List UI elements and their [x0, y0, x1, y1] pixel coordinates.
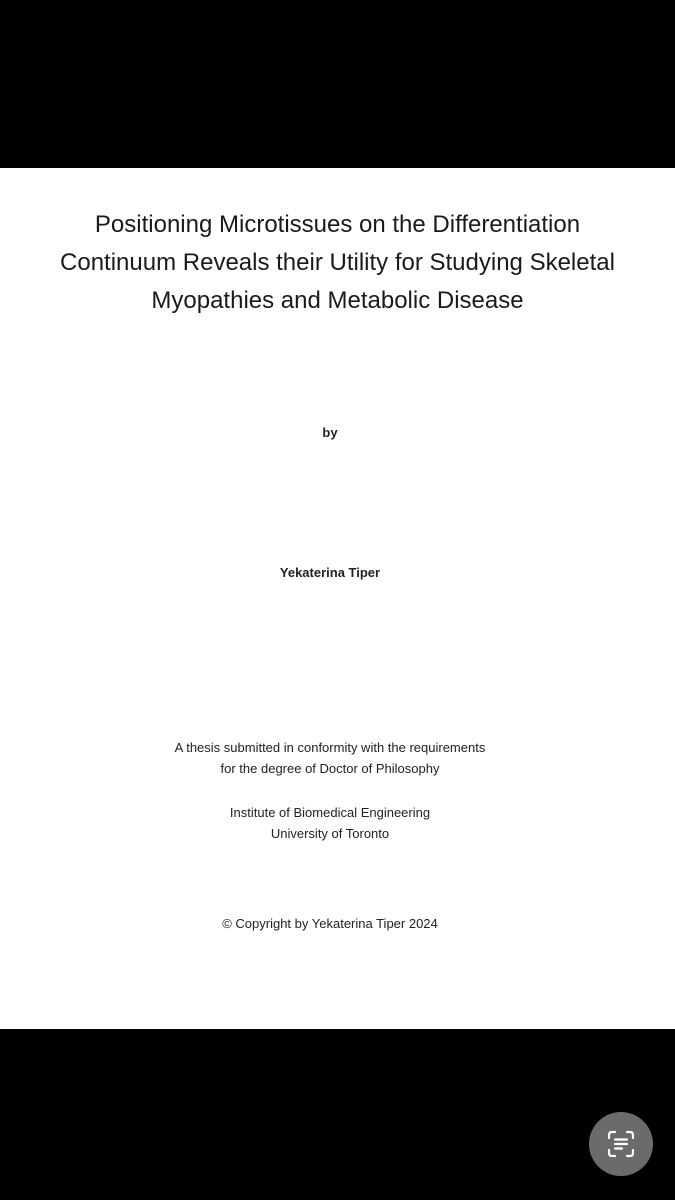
author-name: Yekaterina Tiper — [279, 565, 381, 580]
text-scan-icon — [606, 1129, 636, 1159]
title-line: Positioning Microtissues on the Differentiation — [94, 211, 581, 238]
institution-line: Institute of Biomedical Engineering — [229, 805, 431, 820]
thesis-title — [0, 206, 675, 320]
thesis-statement — [0, 737, 660, 779]
scan-text-button[interactable] — [589, 1112, 653, 1176]
title-line: Myopathies and Metabolic Disease — [151, 287, 524, 314]
document-page — [0, 168, 675, 1029]
thesis-line: A thesis submitted in conformity with the requirements — [174, 740, 486, 755]
institution — [0, 802, 660, 844]
institution-line: University of Toronto — [270, 826, 390, 841]
title-line: Continuum Reveals their Utility for Studying Skeletal — [60, 249, 615, 276]
copyright-notice: © Copyright by Yekaterina Tiper 2024 — [222, 916, 438, 931]
by-label: by — [322, 425, 338, 440]
thesis-line: for the degree of Doctor of Philosophy — [220, 761, 440, 776]
